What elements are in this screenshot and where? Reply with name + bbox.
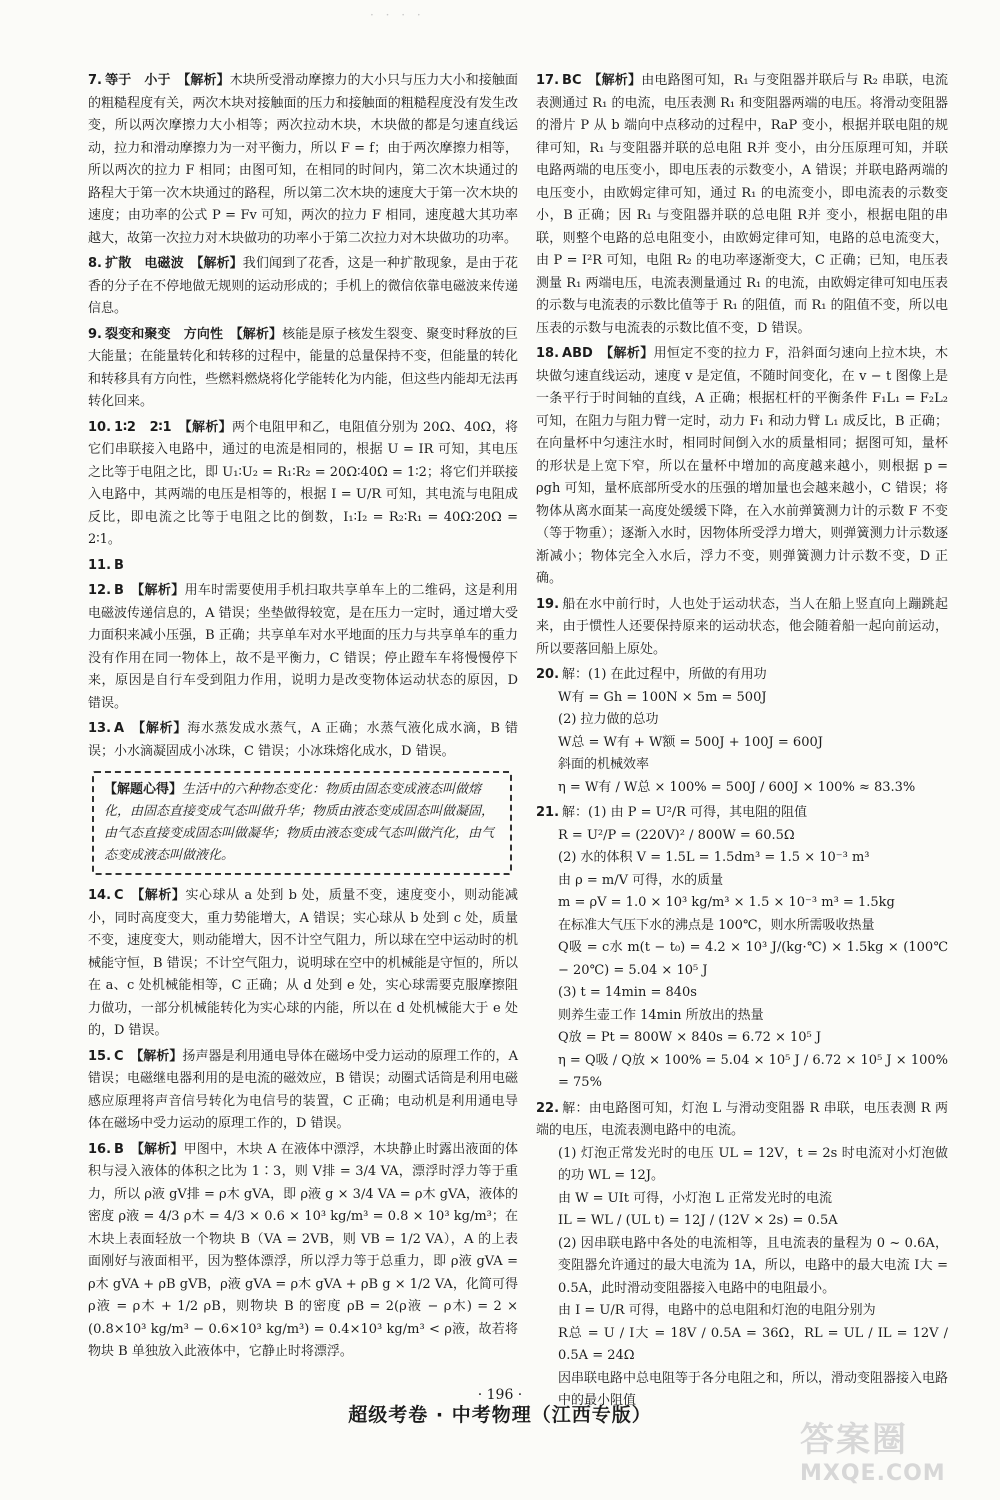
question-number: 20.	[536, 667, 560, 682]
solution-line	[536, 937, 948, 982]
solution-text: 则养生壶工作 14min 所放出的热量	[558, 1007, 764, 1023]
answer-key: B	[114, 1141, 124, 1157]
question-number: 10.	[88, 419, 112, 435]
solution-text: 由 I = U/R 可得，电路中的总电阻和灯泡的电阻分别为	[558, 1303, 876, 1318]
solution-text: R = U²/P = (220V)² / 800W = 60.5Ω	[558, 827, 795, 843]
solution-line	[536, 892, 948, 915]
explanation-text: 海水蒸发成水蒸气，A 正确；水蒸气液化成水滴，B 错误；小水滴凝固成小冰珠，C 错误；小冰珠熔化成水，D 错误。	[88, 721, 518, 759]
right-column	[536, 70, 948, 1416]
question-number: 8.	[88, 256, 102, 271]
analysis-tag: 【解析】	[137, 1141, 184, 1157]
explanation-text: 我们闻到了花香，这是一种扩散现象，是由于花香的分子在不停地做无规则的运动形成的；手机上的微信依靠电磁波来传递信息。	[88, 256, 518, 316]
answer-key: ABD	[562, 346, 593, 361]
analysis-tag: 【解析】	[594, 73, 642, 88]
solution-text: η = W有 / W总 × 100% = 500J / 600J × 100% ≈ 83.3%	[558, 779, 916, 795]
solution-line	[536, 1143, 948, 1188]
tip-box-title: 【解题心得】	[104, 782, 183, 797]
answer-key: A	[114, 721, 125, 736]
analysis-tag: 【解析】	[138, 721, 188, 736]
solution-line	[536, 982, 948, 1005]
solution-text: 斜面的机械效率	[558, 757, 650, 772]
analysis-tag: 【解析】	[183, 73, 230, 88]
solution-line	[536, 1188, 948, 1211]
answer-item	[536, 594, 948, 662]
explanation-text: 船在水中前行时，人也处于运动状态，当人在船上竖直向上蹦跳起来，由于惯性人还要保持原来的运动状态，他会随着船一起向前运动，所以要落回船上原处。	[536, 596, 948, 657]
answer-item	[536, 343, 948, 591]
solution-text: W总 = W有 + W额 = 500J + 100J = 600J	[558, 734, 823, 750]
solution-line	[536, 1098, 948, 1143]
answer-item	[88, 1139, 518, 1364]
solution-line	[536, 915, 948, 938]
solution-text: m = ρV = 1.0 × 10³ kg/m³ × 1.5 × 10⁻³ m³ = 1.5kg	[558, 895, 895, 910]
question-number: 7.	[88, 73, 102, 88]
answer-item	[88, 580, 518, 715]
analysis-tag: 【解析】	[136, 1048, 183, 1064]
solution-text: Q吸 = c水 m(t − t₀) = 4.2 × 10³ J/(kg·℃) × 1.5kg × (100℃ − 20℃) = 5.04 × 10⁵ J	[558, 940, 948, 978]
solution-text: Q放 = Pt = 800W × 840s = 6.72 × 10⁵ J	[558, 1030, 822, 1045]
answer-key: 扩散 电磁波	[104, 256, 184, 271]
explanation-text: 甲图中，木块 A 在液体中漂浮，木块静止时露出液面的体积与浸入液体的体积之比为 1∶3，则 V排 = 3/4 VA，漂浮时浮力等于重力，所以 ρ液 gV排 = ρ木 gVA，即 ρ液 g × 3/4 VA = ρ木 gVA，液体的密度 ρ液 = 4/3 ρ木 = 4/3 × 0.6 × 10³ kg/m³ = 0.8 × 10³ kg/m³；在木块上表面轻放一个物块 B（VA = 2VB，则 VB = 1/2 VA），A 的上表面刚好与液面相平，因为整体漂浮，所以浮力等于总重力，即 ρ液 gVA = ρ木 gVA + ρB gVB，ρ液 gVA = ρ木 gVA + ρB g × 1/2 VA，化简可得 ρ液 = ρ木 + 1/2 ρB，则物块 B 的密度 ρB = 2(ρ液 − ρ木) = 2 × (0.8×10³ kg/m³ − 0.6×10³ kg/m³) = 0.4×10³ kg/m³ < ρ液，故若将物块 B 单独放入此液体中，它静止时将漂浮。	[88, 1141, 518, 1359]
solution-line	[536, 825, 948, 848]
solution-line	[536, 687, 948, 710]
answer-item	[88, 718, 518, 763]
question-number: 13.	[88, 721, 112, 736]
solution-text: (2) 拉力做的总功	[558, 712, 659, 727]
solution-text: 由 ρ = m/V 可得，水的质量	[558, 872, 724, 888]
answer-item	[88, 1046, 518, 1136]
solution-item	[536, 664, 948, 799]
solution-item	[536, 802, 948, 1095]
solution-line	[536, 777, 948, 800]
solution-text: (1) 灯泡正常发光时的电压 UL = 12V，t = 2s 时电流对小灯泡做的功 WL = 12J。	[558, 1145, 948, 1183]
question-number: 12.	[88, 583, 112, 598]
top-mark: · · · ·	[370, 8, 425, 22]
solution-line	[536, 709, 948, 732]
watermark-logo	[800, 1418, 970, 1490]
solution-line	[536, 1027, 948, 1050]
solution-text: IL = WL / (UL t) = 12J / (12V × 2s) = 0.5A	[558, 1213, 838, 1228]
watermark-url: MXQE.COM	[800, 1461, 946, 1486]
explanation-text: 两个电阻甲和乙，电阻值分别为 20Ω、40Ω，将它们串联接入电路中，通过的电流是相同的，根据 U = IR 可知，其电压之比等于电阻之比，即 U₁∶U₂ = R₁∶R₂ = 20Ω∶40Ω = 1∶2；将它们并联接入电路中，其两端的电压是相等的，根据 I = U/R 可知，其电流与电阻成反比，即电流之比等于电阻之比的倒数，I₁∶I₂ = R₂∶R₁ = 40Ω∶20Ω = 2∶1。	[88, 419, 518, 547]
question-number: 17.	[536, 73, 560, 88]
watermark-logo-text: 答案圈	[800, 1420, 908, 1460]
question-number: 22.	[536, 1100, 560, 1116]
question-number: 16.	[88, 1141, 112, 1157]
page-number: · 196 ·	[477, 1387, 523, 1403]
answer-item	[88, 555, 518, 578]
explanation-text: 用车时需要使用手机扫取共享单车上的二维码，这是利用电磁波传递信息的，A 错误；坐垫做得较宽，是在压力一定时，通过增大受力面积来减小压强，B 正确；共享单车对水平地面的压力与共享单车的重力没有作用在同一物体上，故不是平衡力，C 错误；停止蹬车车将慢慢停下来，原因是自行车受到阻力作用，说明力是改变物体运动状态的原因，D 错误。	[88, 583, 518, 711]
analysis-tag: 【解析】	[137, 583, 185, 598]
solution-line	[536, 1323, 948, 1368]
solution-text: (3) t = 14min = 840s	[558, 985, 697, 1000]
question-number: 21.	[536, 805, 560, 820]
solution-line	[536, 754, 948, 777]
answer-key: B	[114, 557, 124, 573]
answer-item	[88, 324, 518, 414]
analysis-tag: 【解析】	[606, 346, 654, 361]
question-number: 11.	[88, 557, 112, 573]
footer-title: 超级考卷 · 中考物理（江西专版）	[348, 1404, 652, 1426]
analysis-tag: 【解析】	[196, 256, 243, 271]
analysis-tag: 【解析】	[137, 888, 186, 903]
answer-item	[88, 417, 518, 552]
answer-key: BC	[562, 73, 582, 88]
question-number: 9.	[88, 326, 102, 342]
tip-box	[92, 771, 512, 875]
explanation-text: 实心球从 a 处到 b 处，质量不变，速度变小，则动能减小，同时高度变大，重力势能增大，A 错误；实心球从 b 处到 c 处，质量不变，速度变大，则动能增大，因不计空气阻力，所以球在空中运动时的机械能守恒，B 错误；不计空气阻力，说明球在空中的机械能是守恒的，所以在 a、c 处机械能相等，C 正确；从 d 处到 e 处，实心球需要克服摩擦阻力做功，一部分机械能转化为实心球的内能，所以在 d 处机械能大于 e 处的，D 错误。	[88, 888, 518, 1038]
left-column	[88, 70, 518, 1367]
answer-key: 1∶2 2∶1	[114, 419, 172, 435]
solution-text: 解：由电路图可知，灯泡 L 与滑动变阻器 R 串联，电压表测 R 两端的电压，电流表测电路中的电流。	[536, 1100, 948, 1138]
solution-text: η = Q吸 / Q放 × 100% = 5.04 × 10⁵ J / 6.72 × 10⁵ J × 100% = 75%	[558, 1052, 948, 1090]
solution-line	[536, 802, 948, 825]
solution-line	[536, 1210, 948, 1233]
answer-item	[88, 70, 518, 250]
solution-text: (2) 因串联电路中各处的电流相等，且电流表的量程为 0 ~ 0.6A，变阻器允许通过的最大电流为 1A，所以，电路中的最大电流 I大 = 0.5A，此时滑动变阻器接入电路中的电阻最小。	[558, 1235, 948, 1296]
answer-key: 等于 小于	[104, 73, 171, 88]
question-number: 15.	[88, 1048, 112, 1064]
explanation-text: 由电路图可知，R₁ 与变阻器并联后与 R₂ 串联，电流表测通过 R₁ 的电流，电压表测 R₁ 和变阻器两端的电压。将滑动变阻器的滑片 P 从 b 端向中点移动的过程中，RaP 变小，根据并联电阻的规律可知，R₁ 与变阻器并联的总电阻 R并 变小，由分压原理可知，并联电路两端的电压变小，即电压表的示数变小，A 错误；并联电路两端的电压变小，由欧姆定律可知，通过 R₁ 的电流变小，即电流表的示数变小，B 正确；因 R₁ 与变阻器并联的总电阻 R并 变小，根据电阻的串联，则整个电路的总电阻变小，由欧姆定律可知，电路的总电流变大，由 P = I²R 可知，电阻 R₂ 的电功率逐渐变大，C 正确；已知，电压表测量 R₁ 两端电压，电流表测量通过 R₁ 的电流，由欧姆定律可知电压表的示数与电流表的示数比值等于 R₁ 的阻值，而 R₁ 的阻值不变，所以电压表的示数与电流表的示数比值不变，D 错误。	[536, 73, 948, 336]
question-number: 19.	[536, 596, 560, 612]
solution-line	[536, 1050, 948, 1095]
solution-line	[536, 1300, 948, 1323]
solution-line	[536, 1233, 948, 1301]
analysis-tag: 【解析】	[236, 326, 283, 342]
answer-item	[88, 885, 518, 1043]
answer-item	[88, 253, 518, 321]
solution-text: (2) 水的体积 V = 1.5L = 1.5dm³ = 1.5 × 10⁻³ m³	[558, 850, 870, 865]
answer-key: B	[114, 583, 124, 598]
solution-text: R总 = U / I大 = 18V / 0.5A = 36Ω，RL = UL / IL = 12V / 0.5A = 24Ω	[558, 1325, 948, 1363]
explanation-text: 核能是原子核发生裂变、聚变时释放的巨大能量；在能量转化和转移的过程中，能量的总量保持不变，但能量的转化和转移具有方向性，些燃料燃烧将化学能转化为内能，但这些内能却无法再转化回来。	[88, 326, 518, 409]
solution-line	[536, 664, 948, 687]
solution-item	[536, 1098, 948, 1413]
solution-text: 由 W = UIt 可得，小灯泡 L 正常发光时的电流	[558, 1190, 832, 1206]
answer-key: C	[114, 1048, 124, 1064]
solution-text: 解：(1) 由 P = U²/R 可得，其电阻的阻值	[562, 805, 808, 820]
explanation-text: 扬声器是利用通电导体在磁场中受力运动的原理工作的，A 错误；电磁继电器利用的是电流的磁效应，B 错误；动圈式话筒是利用电磁感应原理将声音信号转化为电信号的装置，C 正确；电动机是利用通电导体在磁场中受力运动的原理工作的，D 错误。	[88, 1048, 518, 1131]
solution-text: 解：(1) 在此过程中，所做的有用功	[562, 667, 767, 682]
answer-key: C	[114, 888, 124, 903]
solution-line	[536, 847, 948, 870]
solution-text: 在标准大气压下水的沸点是 100℃，则水所需吸收热量	[558, 917, 875, 933]
solution-line	[536, 1005, 948, 1028]
solution-text: W有 = Gh = 100N × 5m = 500J	[558, 689, 767, 705]
explanation-text: 用恒定不变的拉力 F，沿斜面匀速向上拉木块，木块做匀速直线运动，速度 v 是定值，不随时间变化，在 v − t 图像上是一条平行于时间轴的直线，A 正确；根据杠杆的平衡条件 F₁L₁ = F₂L₂ 可知，在阻力与阻力臂一定时，动力 F₁ 和动力臂 L₁ 成反比，B 正确；在向量杯中匀速注水时，相同时间倒入水的质量相同；据图可知，量杯的形状是上宽下窄，所以在量杯中增加的高度越来越小，则根据 p = ρgh 可知，量杯底部所受水的压强的增加量也会越来越小，C 错误；将物体从离水面某一高度处缓缓下降，在入水前弹簧测力计的示数 F 不变（等于物重）；逐渐入水时，因物体所受浮力增大，则弹簧测力计示数逐渐减小；物体完全入水后，浮力不变，则弹簧测力计示数不变，D 正确。	[536, 346, 948, 586]
solution-text: 因串联电路中总电阻等于各分电阻之和，所以，滑动变阻器接入电路中的最小阻值	[558, 1370, 949, 1408]
tip-box-text: 生活中的六种物态变化：物质由固态变成液态叫做熔化，由固态直接变成气态叫做升华；物质由液态变成固态叫做凝固，由气态直接变成固态叫做凝华；物质由液态变成气态叫做汽化，由气态变成液态叫做液化。	[104, 782, 495, 863]
solution-line	[536, 870, 948, 893]
question-number: 14.	[88, 888, 112, 903]
question-number: 18.	[536, 346, 560, 361]
answer-key: 裂变和聚变 方向性	[104, 326, 224, 342]
solution-line	[536, 732, 948, 755]
analysis-tag: 【解析】	[185, 419, 232, 435]
answer-item	[536, 70, 948, 340]
explanation-text: 木块所受滑动摩擦力的大小只与压力大小和接触面的粗糙程度有关，两次木块对接触面的压力和接触面的粗糙程度没有发生改变，所以两次摩擦力大小相等；两次拉动木块，木块做的都是匀速直线运动，拉力和滑动摩擦力为一对平衡力，所以 F = f；由于两次摩擦力相等，所以两次的拉力 F 相同；由图可知，在相同的时间内，第二次木块通过的路程大于第一次木块通过的路程，所以第二次木块的速度大于第一次木块的速度；由功率的公式 P = Fv 可知，两次的拉力 F 相同，速度越大其功率越大，故第一次拉力对木块做功的功率小于第二次拉力对木块做功的功率。	[88, 73, 518, 246]
